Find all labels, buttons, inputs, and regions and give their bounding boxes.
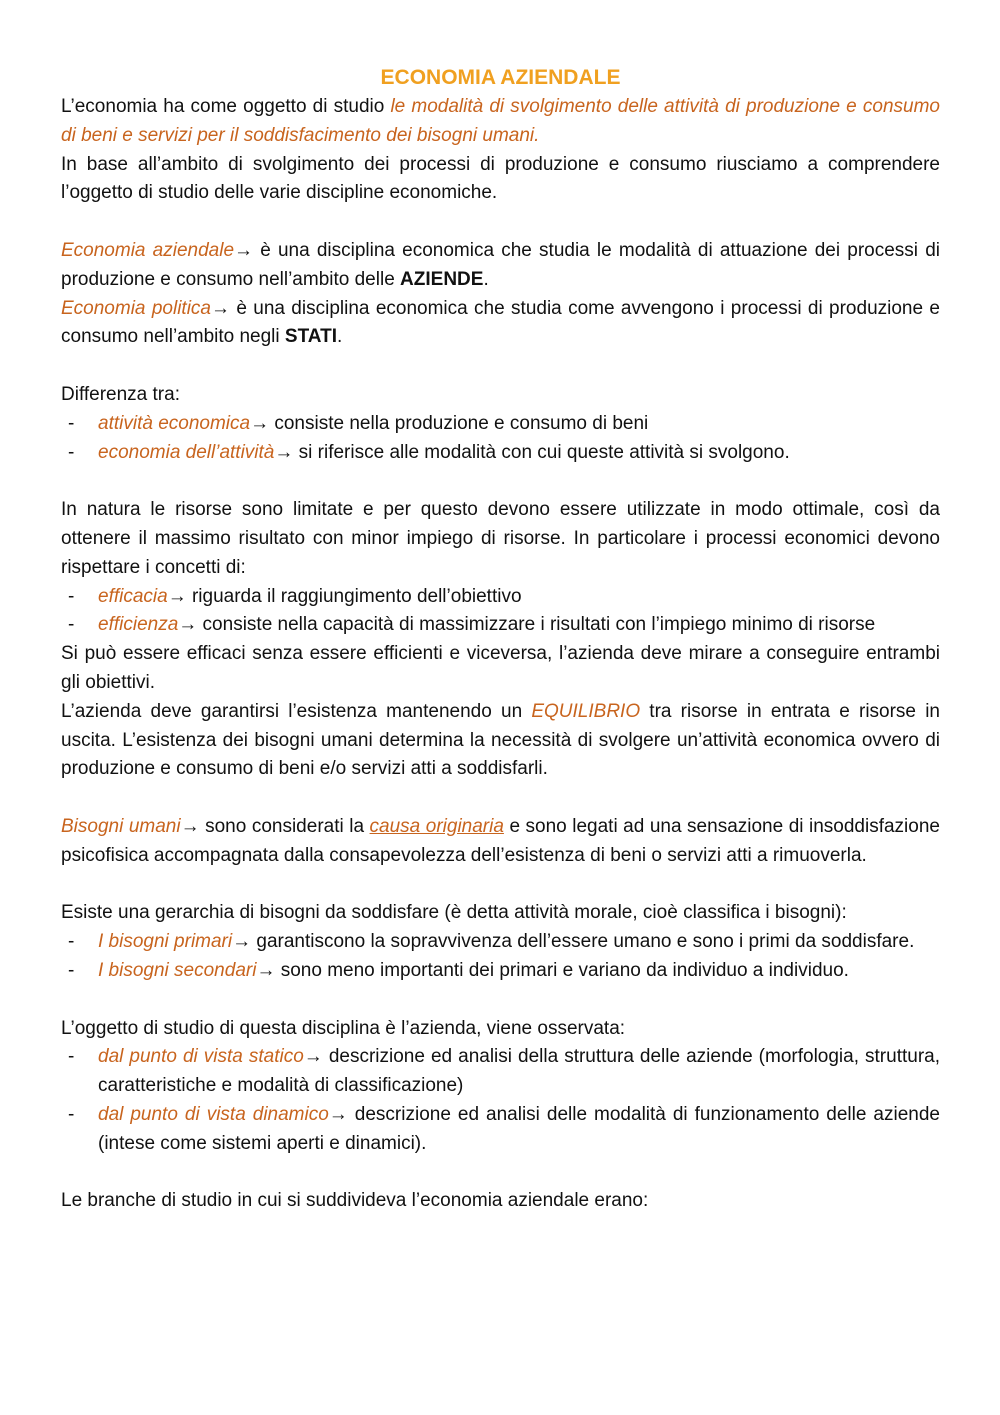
arrow-icon: → (232, 931, 252, 953)
list-differenza (61, 410, 940, 468)
list-text: riguarda il raggiungimento dell’obiettivo (186, 585, 522, 607)
bold-aziende: AZIENDE (400, 268, 484, 290)
text: è una disciplina economica che studia le modalità di attuazione dei processi di produzione e consumo nell’ambito delle (61, 239, 940, 290)
list-item (61, 957, 940, 986)
list-term: dal punto di vista statico (98, 1046, 304, 1068)
paragraph-differenza: Differenza tra: (61, 383, 180, 405)
text: L’economia ha come oggetto di studio (61, 96, 391, 117)
list-term: efficacia (98, 585, 168, 607)
term-economia-politica: Economia politica (61, 297, 211, 319)
list-text: sono meno importanti dei primari e variano da individuo a individuo. (275, 959, 849, 981)
term-economia-aziendale: Economia aziendale (61, 239, 235, 261)
text: è una disciplina economica che studia come avvengono i processi di produzione e consumo nell’ambito negli (61, 297, 940, 348)
spacer (61, 352, 940, 381)
list-text: garantiscono la sopravvivenza dell’essere umano e sono i primi da soddisfare. (251, 931, 915, 953)
spacer (61, 1158, 940, 1187)
spacer (61, 986, 940, 1015)
list-concetti (61, 583, 940, 641)
term-causa-originaria: causa originaria (369, 815, 504, 837)
list-term: attività economica (98, 412, 251, 434)
list-term: economia dell’attività (98, 441, 275, 463)
paragraph-efficaci: Si può essere efficaci senza essere efficienti e viceversa, l’azienda deve mirare a conseguire entrambi gli obiettivi. (61, 643, 940, 693)
list-item (61, 928, 940, 957)
term-bisogni-umani: Bisogni umani (61, 815, 181, 837)
text: tra risorse in entrata e risorse in uscita. L’esistenza dei bisogni umani determina la necessità di svolgere un’attività economica ovvero di produzione e consumo di beni e/o servizi atti a soddisfarli. (61, 700, 940, 780)
text: L’azienda deve garantirsi l’esistenza mantenendo un (61, 700, 532, 722)
list-punti-di-vista (61, 1043, 940, 1158)
list-text: consiste nella produzione e consumo di beni (269, 412, 649, 434)
list-text: consiste nella capacità di massimizzare i risultati con l’impiego minimo di risorse (197, 614, 876, 636)
paragraph-risorse: In natura le risorse sono limitate e per questo devono essere utilizzate in modo ottimale, così da ottenere il massimo risultato con minor impiego di risorse. In particolare i processi economici devono rispettare i concetti di: (61, 499, 940, 578)
paragraph-oggetto-studio: L’oggetto di studio di questa disciplina è l’azienda, viene osservata: (61, 1017, 626, 1039)
spacer (61, 871, 940, 900)
list-text: si riferisce alle modalità con cui queste attività si svolgono. (293, 441, 790, 463)
arrow-icon: → (178, 614, 198, 636)
arrow-icon: → (303, 1046, 323, 1068)
list-item (61, 439, 940, 468)
list-term: efficienza (98, 614, 179, 636)
paragraph-branche: Le branche di studio in cui si suddivideva l’economia aziendale erano: (61, 1190, 649, 1212)
arrow-icon: → (234, 239, 254, 261)
paragraph-equilibrio (61, 698, 940, 784)
list-item (61, 1043, 940, 1101)
spacer (61, 208, 940, 237)
paragraph-economia-politica (61, 295, 940, 353)
text: sono considerati la (199, 815, 370, 837)
paragraph-disciplines-intro: In base all’ambito di svolgimento dei processi di produzione e consumo riusciamo a comprendere l’oggetto di studio delle varie discipline economiche. (61, 153, 940, 204)
spacer (61, 467, 940, 496)
text: . (483, 268, 489, 290)
list-item (61, 1101, 940, 1159)
paragraph-gerarchia: Esiste una gerarchia di bisogni da soddisfare (è detta attività morale, cioè classifica i bisogni): (61, 902, 847, 924)
list-text: descrizione ed analisi delle modalità di funzionamento delle aziende (intese come sistemi aperti e dinamici). (98, 1103, 940, 1154)
list-term: I bisogni secondari (98, 959, 257, 981)
arrow-icon: → (210, 297, 230, 319)
list-text: descrizione ed analisi della struttura delle aziende (morfologia, struttura, caratteristiche e modalità di classificazione) (98, 1046, 940, 1097)
arrow-icon: → (180, 815, 200, 837)
arrow-icon: → (250, 412, 270, 434)
highlighted-definition: le modalità di svolgimento delle attività di produzione e consumo di beni e servizi per il soddisfacimento dei bisogni umani. (61, 96, 940, 146)
list-bisogni (61, 928, 940, 986)
arrow-icon: → (274, 441, 294, 463)
paragraph-bisogni-umani (61, 813, 940, 871)
list-item (61, 410, 940, 439)
arrow-icon: → (256, 959, 276, 981)
document-title: ECONOMIA AZIENDALE (380, 66, 621, 89)
paragraph-economy-definition (61, 93, 940, 151)
list-term: I bisogni primari (98, 931, 233, 953)
arrow-icon: → (167, 585, 187, 607)
spacer (61, 784, 940, 813)
list-term: dal punto di vista dinamico (98, 1103, 329, 1125)
text: . (336, 326, 343, 348)
text: e sono legati ad una sensazione di insoddisfazione psicofisica accompagnata dalla consapevolezza dell’esistenza di beni o servizi atti a rimuoverla. (61, 815, 940, 866)
term-equilibrio: EQUILIBRIO (531, 700, 641, 722)
arrow-icon: → (328, 1103, 348, 1125)
paragraph-economia-aziendale (61, 237, 940, 295)
list-item (61, 611, 940, 640)
list-item (61, 583, 940, 612)
bold-stati: STATI (284, 326, 337, 348)
